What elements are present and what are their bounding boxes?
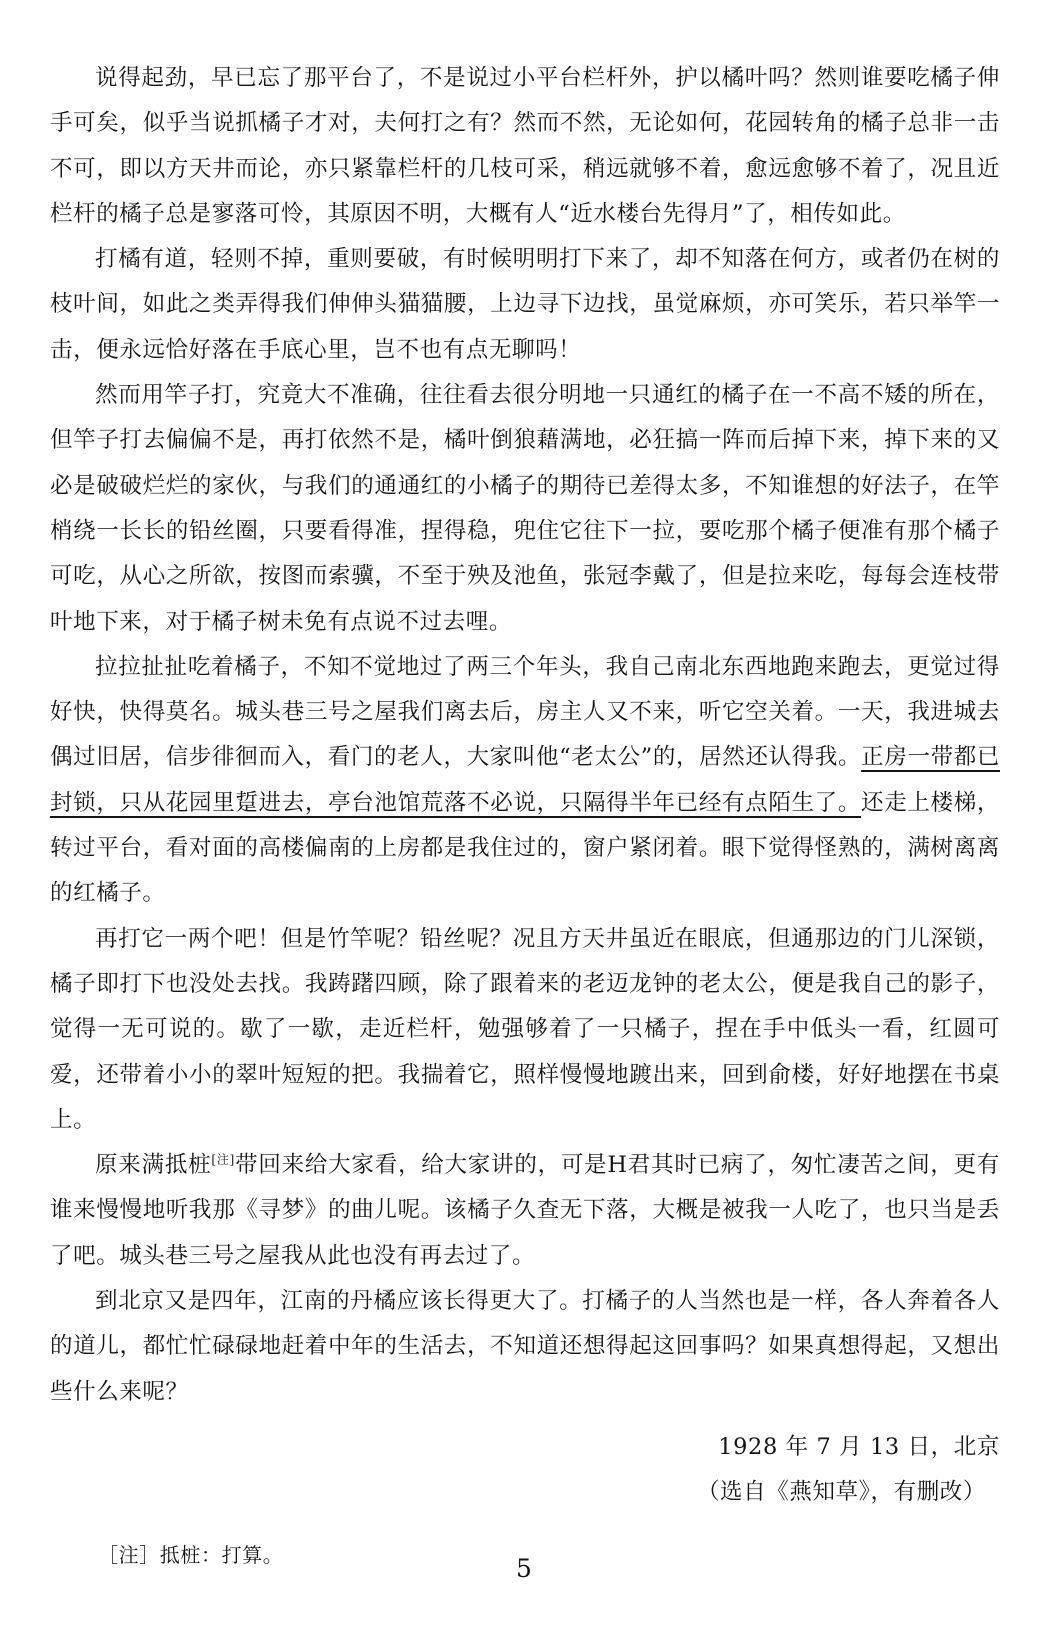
underlined-sentence: 正房一带都已封锁，只从花园里踅进去，亭台池馆荒落不必说，只隔得半年已经有点陌生了。 (50, 744, 1000, 816)
paragraph-text: 说得起劲，早已忘了那平台了，不是说过小平台栏杆外，护以橘叶吗？然则谁要吃橘子伸手可矣，似乎当说抓橘子才对，夫何打之有？然而不然，无论如何，花园转角的橘子总非一击不可，即以方天井而论，亦只紧靠栏杆的几枝可采，稍远就够不着，愈远愈够不着了，况且近栏杆的橘子总是寥落可怜，其原因不明，大概有人“近水楼台先得月”了，相传如此。 (50, 65, 1000, 227)
paragraph-text: 带回来给大家看，给大家讲的，可是H君其时已病了，匆忙凄苦之间，更有谁来慢慢地听我那《寻梦》的曲儿呢。该橘子久查无下落，大概是被我一人吃了，也只当是丢了吧。城头巷三号之屋我从此也没有再去过了。 (50, 1152, 1000, 1269)
paragraph-text: 再打它一两个吧！但是竹竿呢？铅丝呢？况且方天井虽近在眼底，但通那边的门儿深锁，橘子即打下也没处去找。我踌躇四顾，除了跟着来的老迈龙钟的老太公，便是我自己的影子，觉得一无可说的。歇了一歇，走近栏杆，勉强够着了一只橘子，捏在手中低头一看，红圆可爱，还带着小小的翠叶短短的把。我揣着它，照样慢慢地踱出来，回到俞楼，好好地摆在书桌上。 (50, 925, 1000, 1133)
paragraph-text: 然而用竿子打，究竟大不准确，往往看去很分明地一只通红的橘子在一不高不矮的所在，但竿子打去偏偏不是，再打依然不是，橘叶倒狼藉满地，必狂搞一阵而后掉下来，掉下来的又必是破破烂烂的家伙，与我们的通通红的小橘子的期待已差得太多，不知谁想的好法子，在竿梢绕一长长的铅丝圈，只要看得准，捏得稳，兜住它往下一拉，要吃那个橘子便准有那个橘子可吃，从心之所欲，按图而索骥，不至于殃及池鱼，张冠李戴了，但是拉来吃，每每会连枝带叶地下来，对于橘子树未免有点说不过去哩。 (50, 382, 1000, 635)
date-line: 1928 年 7 月 13 日，北京 (718, 1433, 1000, 1460)
paragraph-text: 还走上楼梯，转过平台，看对面的高楼偏南的上房都是我住过的，窗户紧闭着。眼下觉得怪熟的，满树离离的红橘子。 (50, 789, 1000, 907)
footnote: ［注］抵桩：打算。 (98, 1542, 284, 1567)
paragraph-text: 拉拉扯扯吃着橘子，不知不觉地过了两三个年头，我自己南北东西地跑来跑去，更觉过得好快，快得莫名。城头巷三号之屋我们离去后，房主人又不来，听它空关着。一天，我进城去偶过旧居，信步徘徊而入，看门的老人，大家叫他“老太公”的，居然还认得我。 (50, 653, 1000, 771)
paragraph (50, 645, 1000, 917)
paragraph-text: 原来满抵桩 (95, 1152, 212, 1179)
paragraph (50, 56, 1000, 237)
paragraph (50, 917, 1000, 1143)
paragraph-text: 打橘有道，轻则不掉，重则要破，有时候明明打下来了，却不知落在何方，或者仍在树的枝叶间，如此之类弄得我们伸伸头猫猫腰，上边寻下边找，虽觉麻烦，亦可笑乐，若只举竿一击，便永远恰好落在手底心里，岂不也有点无聊吗！ (50, 246, 1000, 363)
source-citation: （选自《燕知草》，有删改） (696, 1478, 986, 1505)
article-body (50, 56, 1000, 1415)
paragraph (50, 373, 1000, 645)
footnote-marker: [注] (211, 1152, 235, 1167)
page-number: 5 (516, 1554, 532, 1583)
paragraph (50, 1279, 1000, 1415)
paragraph (50, 1143, 1000, 1279)
paragraph-text: 到北京又是四年，江南的丹橘应该长得更大了。打橘子的人当然也是一样，各人奔着各人的道儿，都忙忙碌碌地赶着中年的生活去，不知道还想得起这回事吗？如果真想得起，又想出些什么来呢？ (50, 1288, 1000, 1405)
paragraph (50, 237, 1000, 373)
